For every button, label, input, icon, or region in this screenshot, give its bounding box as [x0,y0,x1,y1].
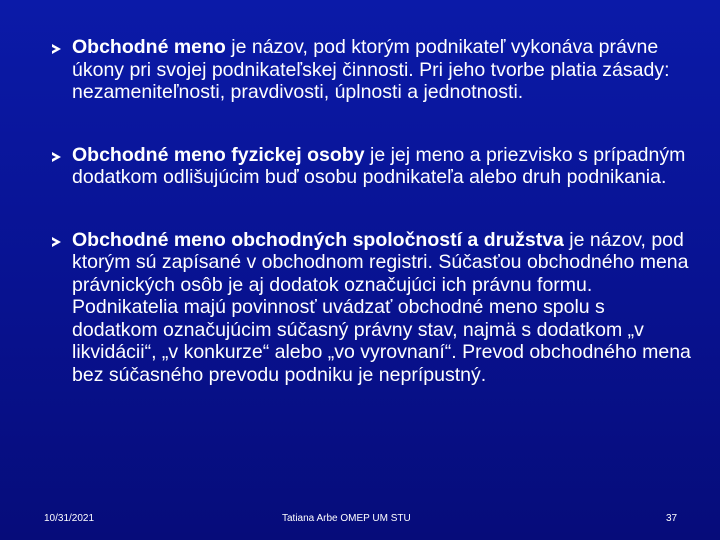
footer-author: Tatiana Arbe OMEP UM STU [282,513,411,524]
bullet-item [52,36,692,104]
bullet-text: je jej meno a priezvisko s prípadným dodatkom odlišujúcim buď osobu podnikateľa alebo druh podnikania. [72,143,686,188]
bullet-text: je názov, pod ktorým sú zapísané v obchodnom registri. Súčasťou obchodného mena právnických osôb je aj dodatok označujúci ich právnu formu. Podnikatelia majú povinnosť uvádzať obchodné meno spolu s dodatkom označujúcim súčasný právny stav, najmä s dodatkom „v likvidácii“, „v konkurze“ alebo „vo vyrovnaní“. Prevod obchodného mena bez súčasného prevodu podniku je neprípustný. [72,228,691,386]
bullet-item [52,229,692,387]
arrowhead-bullet-icon [52,44,61,54]
arrowhead-bullet-icon [52,237,61,247]
bullet-item [52,144,692,189]
bullet-term: Obchodné meno [72,36,226,58]
arrowhead-bullet-icon [52,152,61,162]
bullet-list [52,36,692,386]
bullet-term: Obchodné meno obchodných spoločností a družstva [72,228,564,251]
footer-date: 10/31/2021 [44,513,95,524]
bullet-term: Obchodné meno fyzickej osoby [72,143,365,166]
footer-page-number: 37 [666,513,678,524]
bullet-text: je názov, pod ktorým podnikateľ vykonáva právne úkony pri svojej podnikateľskej činnosti. Pri jeho tvorbe platia zásady: nezameniteľnosti, pravdivosti, úplnosti a jednotnosti. [72,36,670,103]
